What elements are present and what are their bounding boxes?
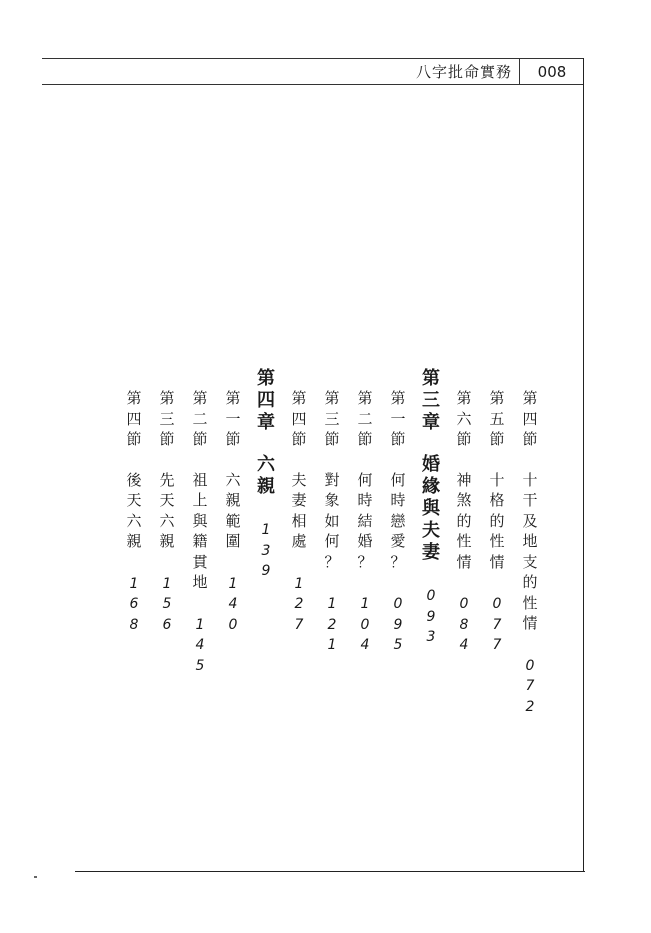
toc-entry-title: 十 干 及 地 支 的 性 情 (522, 470, 538, 632)
toc-entry-label: 第 一 節 (390, 389, 406, 448)
toc-entry-label: 第 二 節 (192, 389, 208, 448)
toc-entry-title: 六 親 (257, 454, 275, 497)
toc-entry-title: 對 象 如 何 ？ (324, 470, 340, 571)
toc-section-entry (122, 388, 146, 635)
running-header-title: 八字批命實務 (415, 63, 512, 81)
toc-section-entry (386, 388, 410, 656)
toc-entry-page-number: 1 6 8 (129, 575, 139, 633)
toc-entry-page-number: 1 2 1 (327, 596, 337, 653)
toc-chapter-entry (254, 368, 278, 582)
header-separator (519, 58, 520, 84)
toc-entry-title: 祖 上 與 籍 貫 地 (192, 470, 208, 591)
page-number: 008 (537, 63, 567, 81)
toc-entry-page-number: 1 0 4 (360, 596, 370, 653)
toc-entry-label: 第 一 節 (225, 389, 241, 448)
toc-entry-label: 第 四 節 (522, 389, 538, 448)
toc-section-entry (353, 388, 377, 656)
footer-rule (75, 871, 585, 872)
toc-entry-label: 第 三 節 (159, 389, 175, 448)
toc-entry-page-number: 1 3 9 (261, 522, 271, 579)
toc-section-entry (221, 388, 245, 635)
toc-entry-page-number: 1 5 6 (162, 575, 172, 633)
toc-entry-label: 第 五 節 (489, 389, 505, 448)
toc-entry-page-number: 0 7 2 (525, 657, 535, 715)
toc-entry-title: 六 親 範 圍 (225, 470, 241, 550)
toc-entry-title: 後 天 六 親 (126, 470, 142, 550)
toc-entry-title: 婚 緣 與 夫 妻 (422, 454, 440, 563)
toc-entry-label: 第 三 章 (422, 368, 440, 433)
toc-entry-title: 神 煞 的 性 情 (456, 470, 472, 571)
scan-mark (34, 876, 37, 878)
toc-section-entry (320, 388, 344, 656)
header-top-rule (42, 58, 584, 59)
toc-entry-label: 第 二 節 (357, 389, 373, 448)
toc-entry-page-number: 0 8 4 (459, 596, 469, 653)
toc-entry-page-number: 1 4 0 (228, 575, 238, 633)
toc-entry-label: 第 四 節 (291, 389, 307, 448)
toc-section-entry (518, 388, 542, 717)
toc-entry-page-number: 1 4 5 (195, 616, 205, 674)
toc-section-entry (155, 388, 179, 635)
toc-entry-title: 先 天 六 親 (159, 470, 175, 550)
toc-entry-page-number: 1 2 7 (294, 575, 304, 633)
toc-entry-label: 第 三 節 (324, 389, 340, 448)
header-bottom-rule (42, 84, 584, 85)
toc-entry-page-number: 0 9 5 (393, 596, 403, 653)
toc-entry-page-number: 0 9 3 (426, 588, 436, 645)
toc-entry-title: 何 時 結 婚 ？ (357, 470, 373, 571)
page-frame-right (583, 58, 584, 872)
toc-entry-label: 第 六 節 (456, 389, 472, 448)
toc-entry-title: 夫 妻 相 處 (291, 470, 307, 550)
toc-entry-title: 何 時 戀 愛 ？ (390, 470, 406, 571)
toc-section-entry (188, 388, 212, 676)
toc-chapter-entry (419, 368, 443, 648)
toc-section-entry (485, 388, 509, 656)
toc-entry-page-number: 0 7 7 (492, 596, 502, 653)
toc-section-entry (452, 388, 476, 656)
toc-entry-title: 十 格 的 性 情 (489, 470, 505, 571)
toc-section-entry (287, 388, 311, 635)
toc-entry-label: 第 四 章 (257, 368, 275, 433)
toc-entry-label: 第 四 節 (126, 389, 142, 448)
